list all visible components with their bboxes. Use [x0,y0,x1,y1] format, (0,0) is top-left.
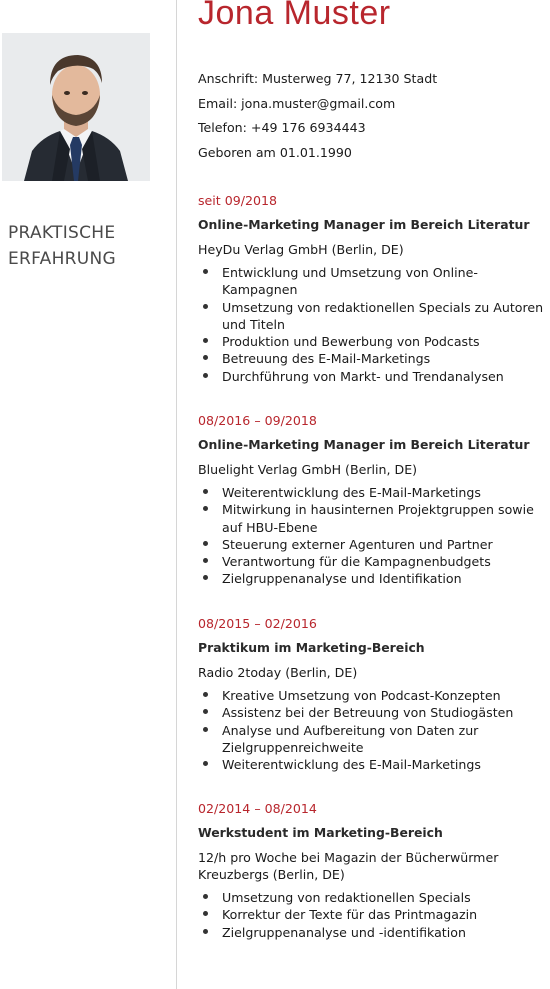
list-item: Korrektur der Texte für das Printmagazin [198,906,550,923]
job-title: Werkstudent im Marketing-Bereich [198,825,443,840]
job-title: Online-Marketing Manager im Bereich Literatur [198,217,530,232]
job-date: 08/2015 – 02/2016 [198,616,317,631]
list-item: Steuerung externer Agenturen und Partner [198,536,550,553]
page-title: Jona Muster [198,0,391,32]
contact-phone: Telefon: +49 176 6934443 [198,120,366,135]
job-entry [198,616,550,773]
list-item: Zielgruppenanalyse und -identifikation [198,924,550,941]
list-item: Umsetzung von redaktionellen Specials zu Autoren und Titeln [198,299,550,334]
job-date: 02/2014 – 08/2014 [198,801,317,816]
list-item: Analyse und Aufbereitung von Daten zur Zielgruppenreichweite [198,722,550,757]
contact-email: Email: jona.muster@gmail.com [198,95,396,111]
sidebar [0,0,177,989]
list-item: Assistenz bei der Betreuung von Studiogästen [198,704,550,721]
job-entry [198,193,550,385]
job-company: Bluelight Verlag GmbH (Berlin, DE) [198,462,418,477]
job-bullets [198,484,550,588]
job-entry [198,801,550,941]
contact-block [198,67,548,165]
list-item: Zielgruppenanalyse und Identifikation [198,570,550,587]
list-item: Kreative Umsetzung von Podcast-Konzepten [198,687,550,704]
job-bullets [198,687,550,773]
list-item: Durchführung von Markt- und Trendanalysen [198,368,550,385]
list-item: Verantwortung für die Kampagnenbudgets [198,553,550,570]
job-title: Online-Marketing Manager im Bereich Literatur [198,437,530,452]
profile-photo [2,33,150,181]
job-date: 08/2016 – 09/2018 [198,413,317,428]
job-entry [198,413,550,588]
list-item: Umsetzung von redaktionellen Specials [198,889,550,906]
job-title: Praktikum im Marketing-Bereich [198,640,425,655]
job-company: 12/h pro Woche bei Magazin der Bücherwürmer Kreuzbergs (Berlin, DE) [198,850,499,882]
list-item: Produktion und Bewerbung von Podcasts [198,333,550,350]
list-item: Entwicklung und Umsetzung von Online-Kampagnen [198,264,550,299]
avatar [2,33,150,181]
job-bullets [198,264,550,385]
job-bullets [198,889,550,941]
list-item: Weiterentwicklung des E-Mail-Marketings [198,756,550,773]
list-item: Betreuung des E-Mail-Marketings [198,350,550,367]
job-company: HeyDu Verlag GmbH (Berlin, DE) [198,242,404,257]
job-date: seit 09/2018 [198,193,278,208]
section-title-experience: PRAKTISCHE ERFAHRUNG [8,223,117,269]
contact-birth: Geboren am 01.01.1990 [198,144,352,160]
list-item: Weiterentwicklung des E-Mail-Marketings [198,484,550,501]
job-company: Radio 2today (Berlin, DE) [198,665,358,680]
contact-address: Anschrift: Musterweg 77, 12130 Stadt [198,71,438,86]
list-item: Mitwirkung in hausinternen Projektgruppen sowie auf HBU-Ebene [198,501,550,536]
